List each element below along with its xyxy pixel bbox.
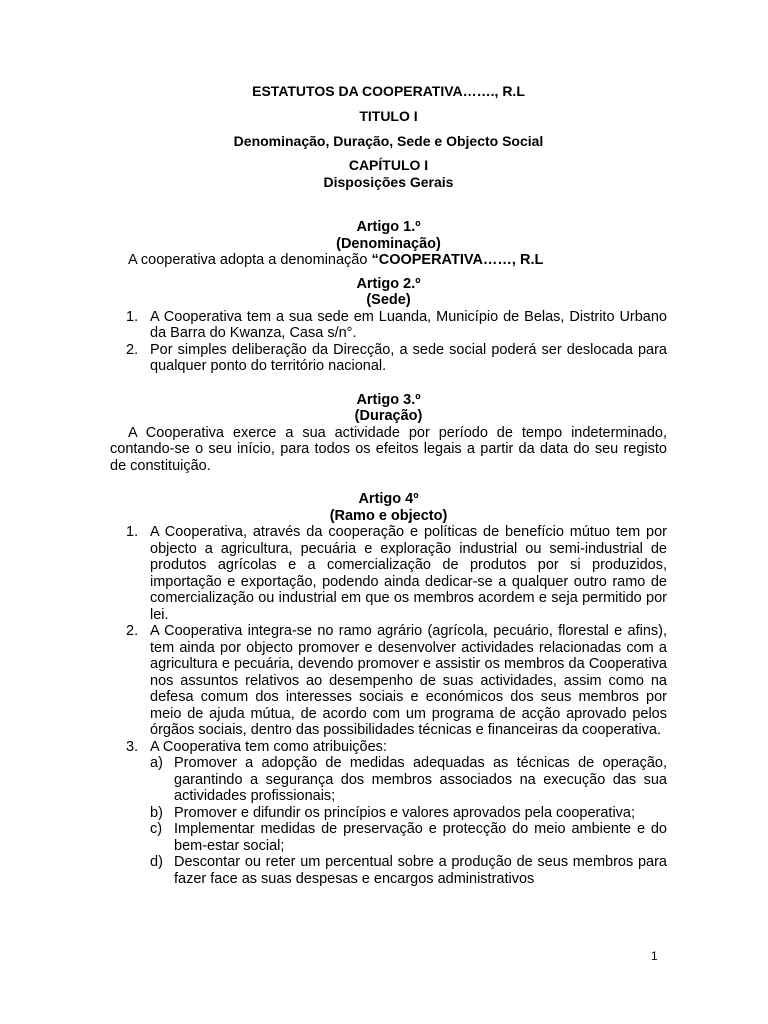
artigo-1 [110,219,667,269]
artigo-4-subtitle: (Ramo e objecto) [329,507,448,524]
list-item-number: 1. [126,524,139,540]
artigo-1-text-bold: “COOPERATIVA……, R.L [371,252,544,268]
list-item-number: 2. [126,623,139,639]
sublist-item-letter: b) [150,804,163,821]
sublist-item-letter: d) [150,854,163,870]
artigo-4-list [110,524,667,887]
artigo-4-sublist [150,755,667,887]
sublist-item [150,755,667,805]
artigo-1-title: Artigo 1.º [356,219,421,235]
list-item-text: A Cooperativa tem como atribuições: [150,738,387,755]
list-item-text: Por simples deliberação da Direcção, a sede social poderá ser deslocada para qualquer ponto do território nacional. [150,341,667,374]
artigo-1-subtitle: (Denominação) [336,235,441,252]
sublist-item-text: Promover a adopção de medidas adequadas as técnicas de operação, garantindo a segurança dos membros associados na execução das sua actividades profissionais; [174,755,667,804]
artigo-2-list [110,309,667,375]
artigo-4-title: Artigo 4º [358,491,419,507]
list-item-number: 1. [126,308,139,325]
document-title: ESTATUTOS DA COOPERATIVA……., R.L [252,83,525,99]
artigo-3-title: Artigo 3.º [356,391,421,408]
list-item-text: A Cooperativa integra-se no ramo agrário (agrícola, pecuário, florestal e afins), tem ainda por objecto promover e desenvolver actividades relacionadas com a agricultura e pecuária, devendo promover e assistir os membros da Cooperativa nos assuntos relativos ao desempenho de suas actividades, assim como na defesa comum dos interesses sociais e económicos dos seus membros por meio de ajuda mútua, de acordo com um programa de acção aprovado pelos órgãos sociais, dentro das possibilidades técnicas e financeiras da cooperativa. [150,623,667,738]
list-item-text: A Cooperativa tem a sua sede em Luanda, Município de Belas, Distrito Urbano da Barra do Kwanza, Casa s/n°. [150,308,667,341]
artigo-3-text: A Cooperativa exerce a sua actividade por período de tempo indeterminado, contando-se o seu início, para todos os efeitos legais a partir da data do seu registo de constituição. [110,424,667,474]
sublist-item-text: Promover e difundir os princípios e valores aprovados pela cooperativa; [174,804,636,821]
list-item-text: A Cooperativa, através da cooperação e políticas de benefício mútuo tem por objecto a agricultura, pecuária e exploração industrial ou semi-industrial de produtos agrícolas e a comercialização de produtos por si produzidos, importação e exportação, podendo ainda dedicar-se a qualquer outro ramo de comercialização ou industrial em que os membros acordem e seja permitido por lei. [150,524,667,623]
capitulo-description: Disposições Gerais [323,174,454,190]
sublist-item-text: Descontar ou reter um percentual sobre a produção de seus membros para fazer face as suas despesas e encargos administrativos [174,854,667,887]
sublist-item [150,804,667,822]
list-item [126,308,667,342]
list-item [126,738,667,888]
artigo-2-subtitle: (Sede) [366,292,411,308]
sublist-item-letter: c) [150,821,163,837]
sublist-item-text: Implementar medidas de preservação e protecção do meio ambiente e do bem-estar social; [174,821,667,854]
list-item [126,623,667,739]
titulo-description: Denominação, Duração, Sede e Objecto Social [233,133,544,149]
artigo-2 [110,276,667,375]
titulo-heading: TITULO I [359,108,418,124]
artigo-4 [110,491,667,887]
sublist-item [150,821,667,854]
sublist-item [150,854,667,887]
artigo-3-subtitle: (Duração) [354,408,423,424]
list-item [126,524,667,623]
list-item-number: 3. [126,738,139,755]
list-item [126,341,667,375]
list-item-number: 2. [126,341,139,358]
artigo-1-text [110,252,667,269]
artigo-2-title: Artigo 2.º [356,275,421,292]
artigo-3 [110,392,667,475]
sublist-item-letter: a) [150,755,163,771]
artigo-1-text-plain: A cooperativa adopta a denominação [128,252,372,268]
document-page [110,82,667,887]
page-number: 1 [651,949,658,963]
capitulo-heading: CAPÍTULO I [348,157,429,173]
